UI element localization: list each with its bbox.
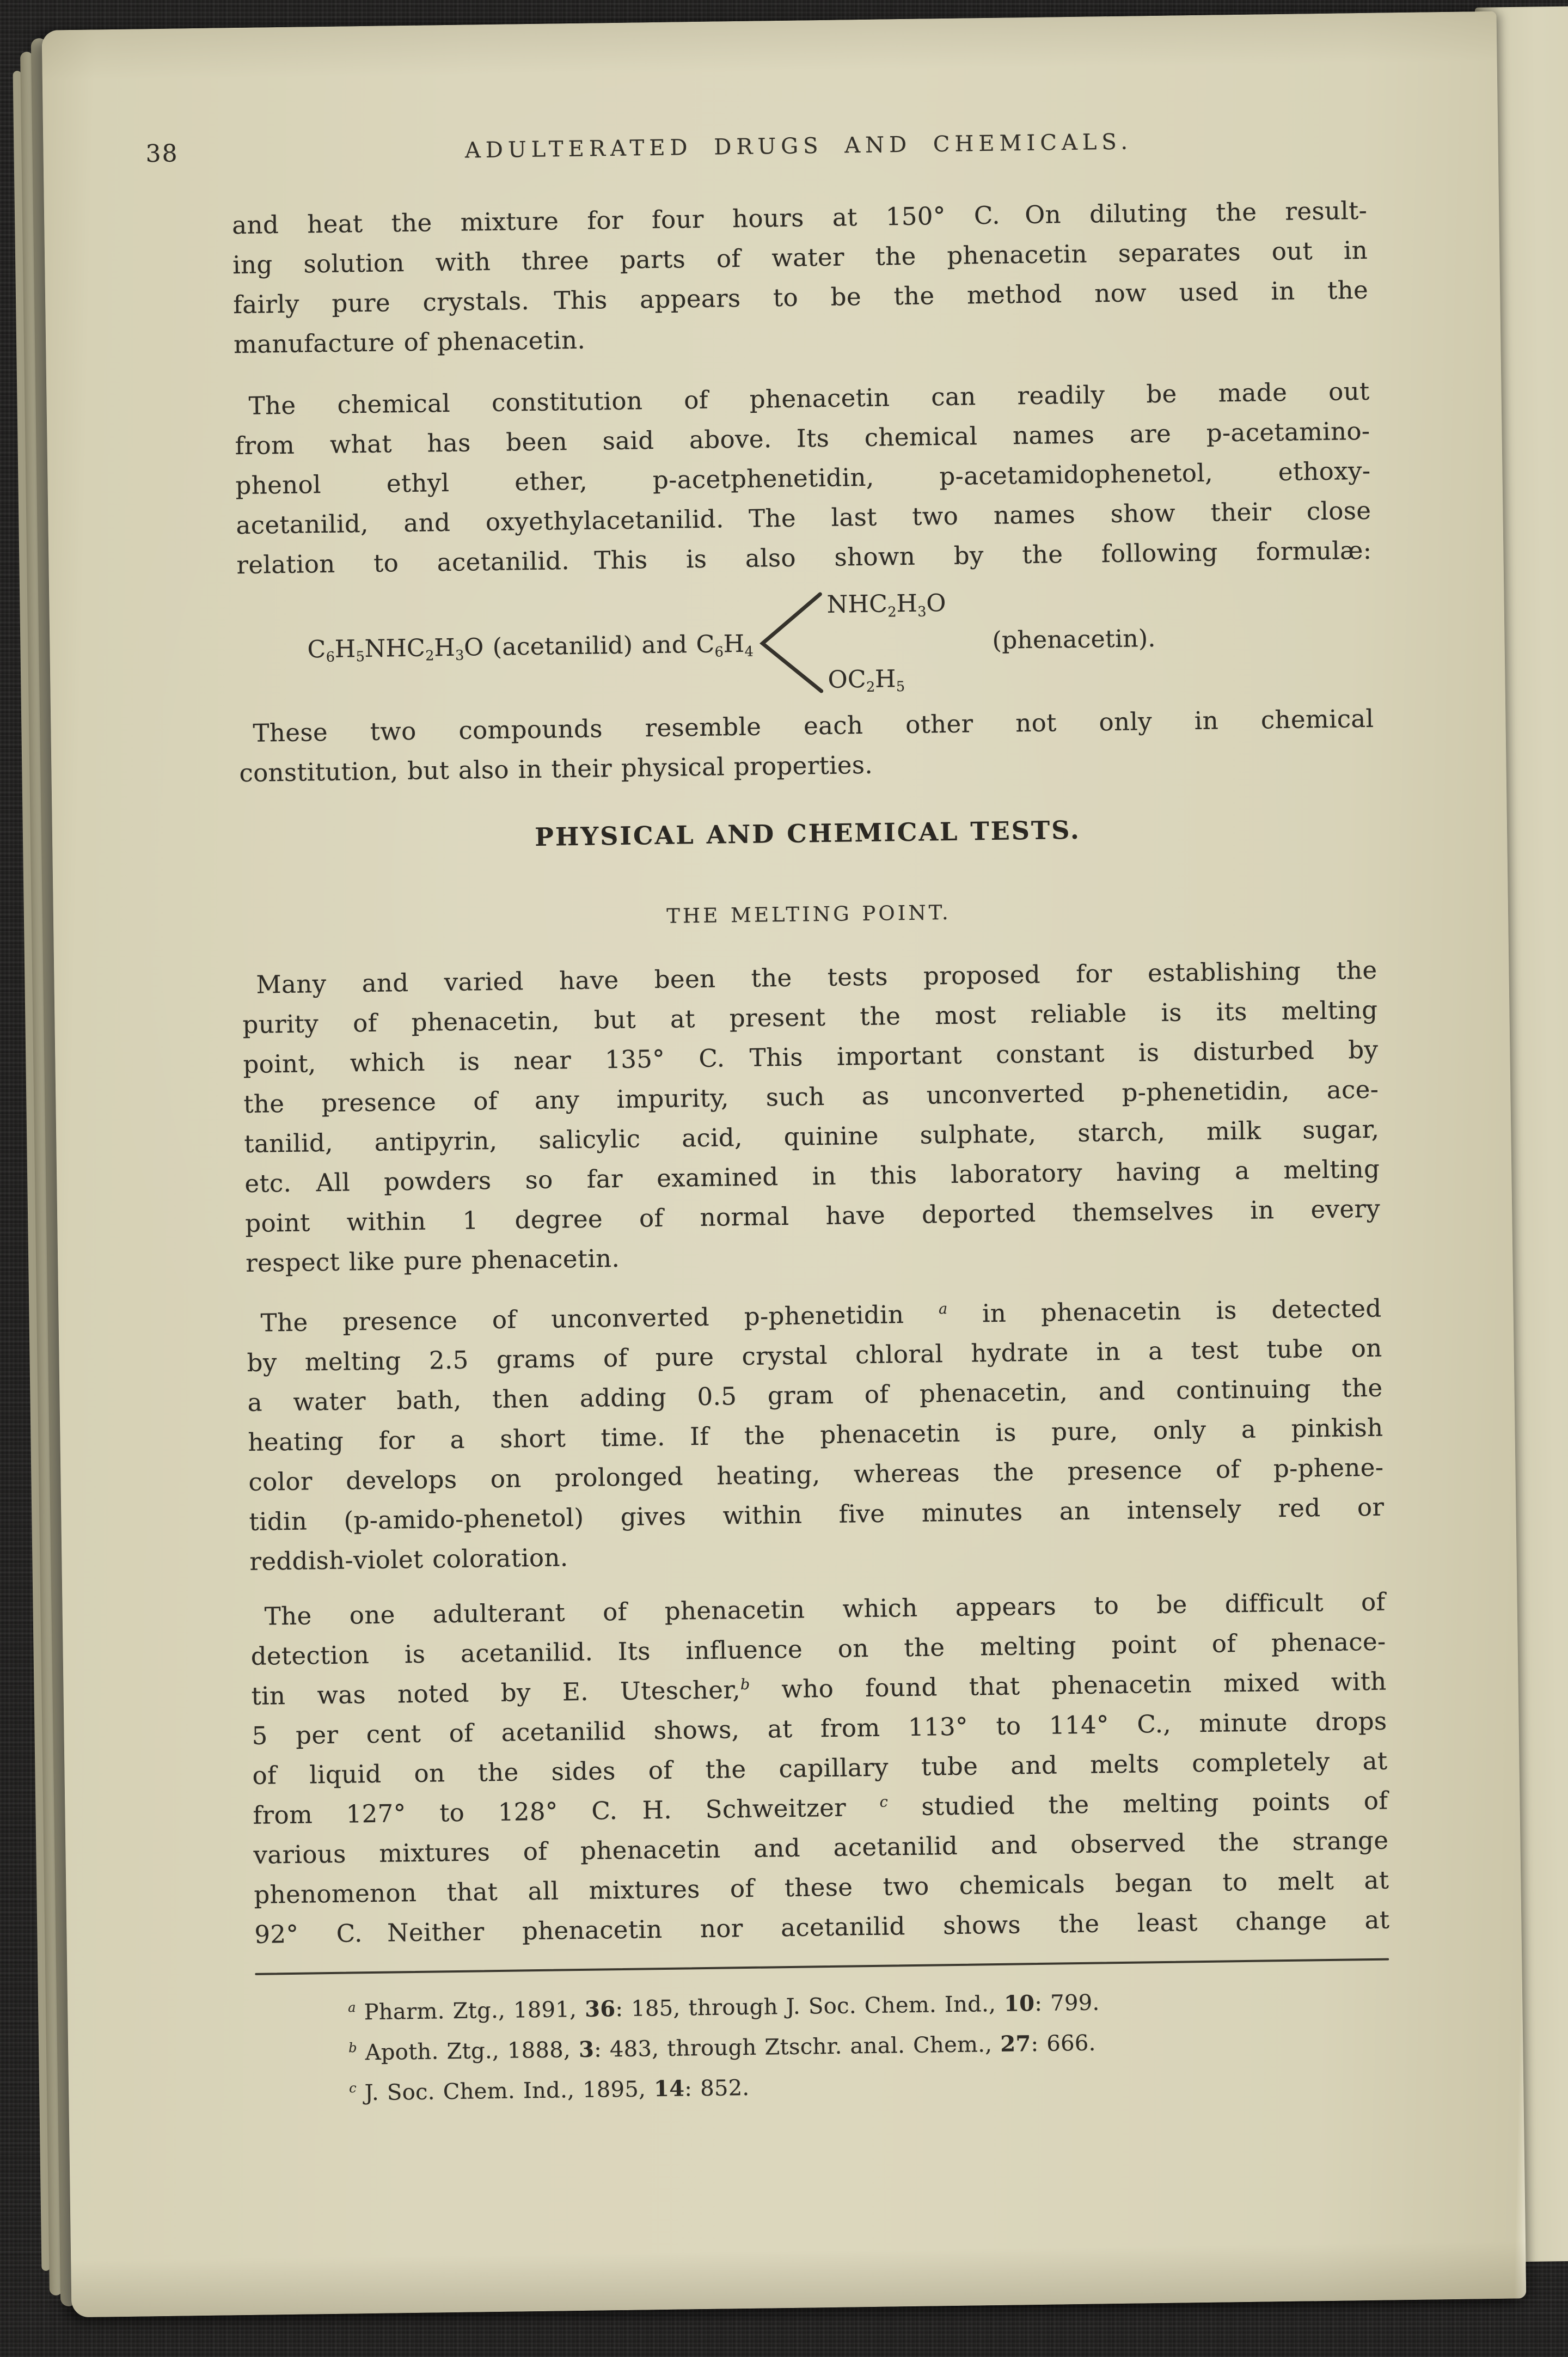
paragraph-acetanilid-influence <box>250 1582 1389 1955</box>
book-page <box>42 11 1527 2318</box>
text-line: the presence of any impurity, such as unconverted p-phenetidin, ace- <box>243 1074 1379 1119</box>
text-line: The one adulterant of phenacetin which appears to be difficult of <box>264 1587 1386 1631</box>
paragraph-melting-point-tests <box>242 950 1381 1283</box>
text-line: relation to acetanilid. This is also shown by the following formulæ: <box>236 535 1372 580</box>
footnotes <box>255 1979 1392 2115</box>
text-line: ing solution with three parts of water the phenacetin separates out in <box>232 235 1368 280</box>
text-line: by melting 2.5 grams of pure crystal chloral hydrate in a test tube on <box>247 1333 1382 1377</box>
text-line: detection is acetanilid. Its influence on the melting point of phenace- <box>250 1627 1386 1671</box>
text-line: reddish-violet coloration. <box>249 1543 568 1576</box>
text-line: The chemical constitution of phenacetin can readily be made out <box>248 376 1370 420</box>
text-line: respect like pure phenacetin. <box>245 1243 620 1278</box>
text-column <box>232 191 1392 2115</box>
text-line: from what has been said above. Its chemical names are p-acetamino- <box>235 416 1370 461</box>
text-line: various mixtures of phenacetin and acetanilid and observed the strange <box>253 1825 1389 1870</box>
text-line: fairly pure crystals. This appears to be the method now used in the <box>232 275 1369 320</box>
text-line: 5 per cent of acetanilid shows, at from 113° to 114° C., minute drops <box>252 1706 1387 1750</box>
text-line: etc. All powders so far examined in this laboratory having a melting <box>244 1154 1380 1198</box>
formula-phenacetin-label: (phenacetin). <box>992 624 1156 655</box>
text-line: acetanilid, and oxyethylacetanilid. The last two names show their close <box>236 496 1371 540</box>
formula-bracket-icon <box>758 591 823 695</box>
text-line: $^c$ J. Soc. Chem. Ind., 1895, 14: 852. <box>348 2075 750 2106</box>
footnote-rule <box>255 1958 1389 1975</box>
paragraph-intro <box>232 191 1369 364</box>
formula-substituents <box>826 589 947 696</box>
text-line: purity of phenacetin, but at present the most reliable is its melting <box>242 995 1378 1039</box>
section-heading: PHYSICAL AND CHEMICAL TESTS. <box>534 815 1081 852</box>
formula-acetanilid: $C_6H_5NHC_2H_3O$ (acetanilid) and $C_6H_4$ <box>307 630 754 666</box>
text-line: tin was noted by E. Utescher,$^b$ who found that phenacetin mixed with <box>251 1666 1387 1711</box>
text-line: The presence of unconverted p-phenetidin $^a$ in phenacetin is detected <box>260 1293 1382 1338</box>
text-line: point, which is near 135° C. This important constant is disturbed by <box>243 1035 1379 1079</box>
formula-substituent-bottom: $OC_2H_5$ <box>828 664 905 696</box>
text-line: These two compounds resemble each other not only in chemical <box>253 704 1374 748</box>
formula-substituent-top: $NHC_2H_3O$ <box>826 589 946 621</box>
text-line: manufacture of phenacetin. <box>233 325 586 359</box>
text-line: of liquid on the sides of the capillary tube and melts completely at <box>252 1746 1388 1790</box>
page-number: 38 <box>145 139 179 168</box>
text-line: a water bath, then adding 0.5 gram of phenacetin, and continuing the <box>247 1373 1383 1417</box>
subsection-heading: THE MELTING POINT. <box>666 900 951 928</box>
paragraph-phenetidin-test <box>246 1289 1385 1581</box>
text-line: Many and varied have been the tests proposed for establishing the <box>256 955 1377 999</box>
text-line: heating for a short time. If the phenacetin is pure, only a pinkish <box>248 1413 1383 1457</box>
text-line: color develops on prolonged heating, whereas the presence of p-phene- <box>248 1452 1384 1497</box>
text-line: and heat the mixture for four hours at 150° C. On diluting the result- <box>231 196 1368 240</box>
running-head: ADULTERATED DRUGS AND CHEMICALS. <box>464 129 1133 163</box>
chemical-formula <box>237 583 1373 703</box>
text-line: 92° C. Neither phenacetin nor acetanilid shows the least change at <box>254 1905 1390 1949</box>
text-line: tidin (p-amido-phenetol) gives within five minutes an intensely red or <box>249 1492 1385 1536</box>
text-line: $^a$ Pharm. Ztg., 1891, 36: 185, through J. Soc. Chem. Ind., 10: 799. <box>348 1990 1100 2025</box>
text-line: constitution, but also in their physical properties. <box>239 750 873 788</box>
text-line: point within 1 degree of normal have deported themselves in every <box>244 1194 1381 1238</box>
text-line: tanilid, antipyrin, salicylic acid, quinine sulphate, starch, milk sugar, <box>244 1114 1380 1158</box>
paragraph-resemblance <box>238 699 1375 793</box>
text-line: phenol ethyl ether, p-acetphenetidin, p-acetamidophenetol, ethoxy- <box>235 456 1371 500</box>
text-line: from 127° to 128° C. H. Schweitzer $^c$ studied the melting points of <box>253 1786 1388 1830</box>
text-line: phenomenon that all mixtures of these two chemicals began to melt at <box>254 1865 1389 1909</box>
text-line: $^b$ Apoth. Ztg., 1888, 3: 483, through Ztschr. anal. Chem., 27: 666. <box>348 2030 1096 2066</box>
paragraph-chemical-constitution <box>234 371 1372 585</box>
